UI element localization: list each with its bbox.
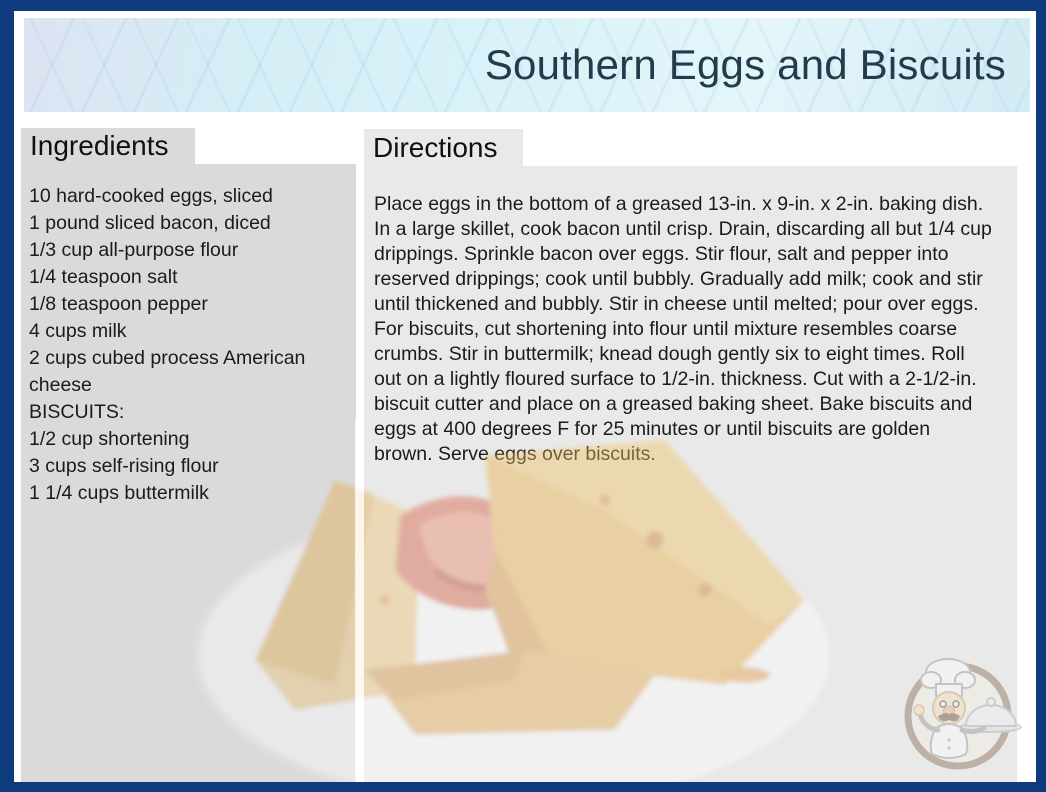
column-gap: [355, 420, 364, 782]
ingredient-item: 1 pound sliced bacon, diced: [29, 212, 271, 234]
ingredients-panel: [21, 164, 356, 782]
page-title: Southern Eggs and Biscuits: [484, 41, 1006, 88]
directions-heading: [364, 129, 523, 166]
ingredients-heading-label: Ingredients: [30, 130, 169, 161]
ingredient-item: 1/2 cup shortening: [29, 428, 190, 450]
ingredient-item: 3 cups self-rising flour: [29, 455, 219, 477]
frame-border-bottom: [0, 782, 1046, 792]
frame-border-top: [0, 0, 1046, 11]
ingredient-item: BISCUITS:: [29, 401, 125, 423]
header-banner: [24, 18, 1030, 112]
directions-panel: [364, 166, 1017, 782]
frame-border-right: [1036, 0, 1046, 792]
directions-text: Place eggs in the bottom of a greased 13-in. x 9-in. x 2-in. baking dish. In a large skillet, cook bacon until crisp. Drain, discarding all but 1/4 cup drippings. Sprinkle bacon over eggs. Stir flour, salt and pepper into reserved drippings; cook until bubbly. Gradually add milk; cook and stir until thickened and bubbly. Stir in cheese until melted; pour over eggs. For biscuits, cut shortening into flour until mixture resembles coarse crumbs. Stir in buttermilk; knead dough gently six to eight times. Roll out on a lightly floured surface to 1/2-in. thickness. Cut with a 2-1/2-in. biscuit cutter and place on a greased baking sheet. Bake biscuits and eggs at 400 degrees F for 25 minutes or until biscuits are golden brown. Serve eggs over biscuits.: [374, 193, 992, 465]
directions-heading-label: Directions: [373, 131, 498, 163]
ingredient-item: 10 hard-cooked eggs, sliced: [29, 185, 273, 207]
ingredients-heading: [21, 128, 195, 164]
ingredient-item: 1/4 teaspoon salt: [29, 266, 178, 288]
ingredient-item: 4 cups milk: [29, 320, 127, 342]
frame-border-left: [0, 0, 14, 792]
ingredient-item: 1/8 teaspoon pepper: [29, 293, 208, 315]
ingredient-item: 1 1/4 cups buttermilk: [29, 482, 209, 504]
ingredient-item: 1/3 cup all-purpose flour: [29, 239, 239, 261]
ingredient-item: 2 cups cubed process American cheese: [29, 347, 306, 396]
